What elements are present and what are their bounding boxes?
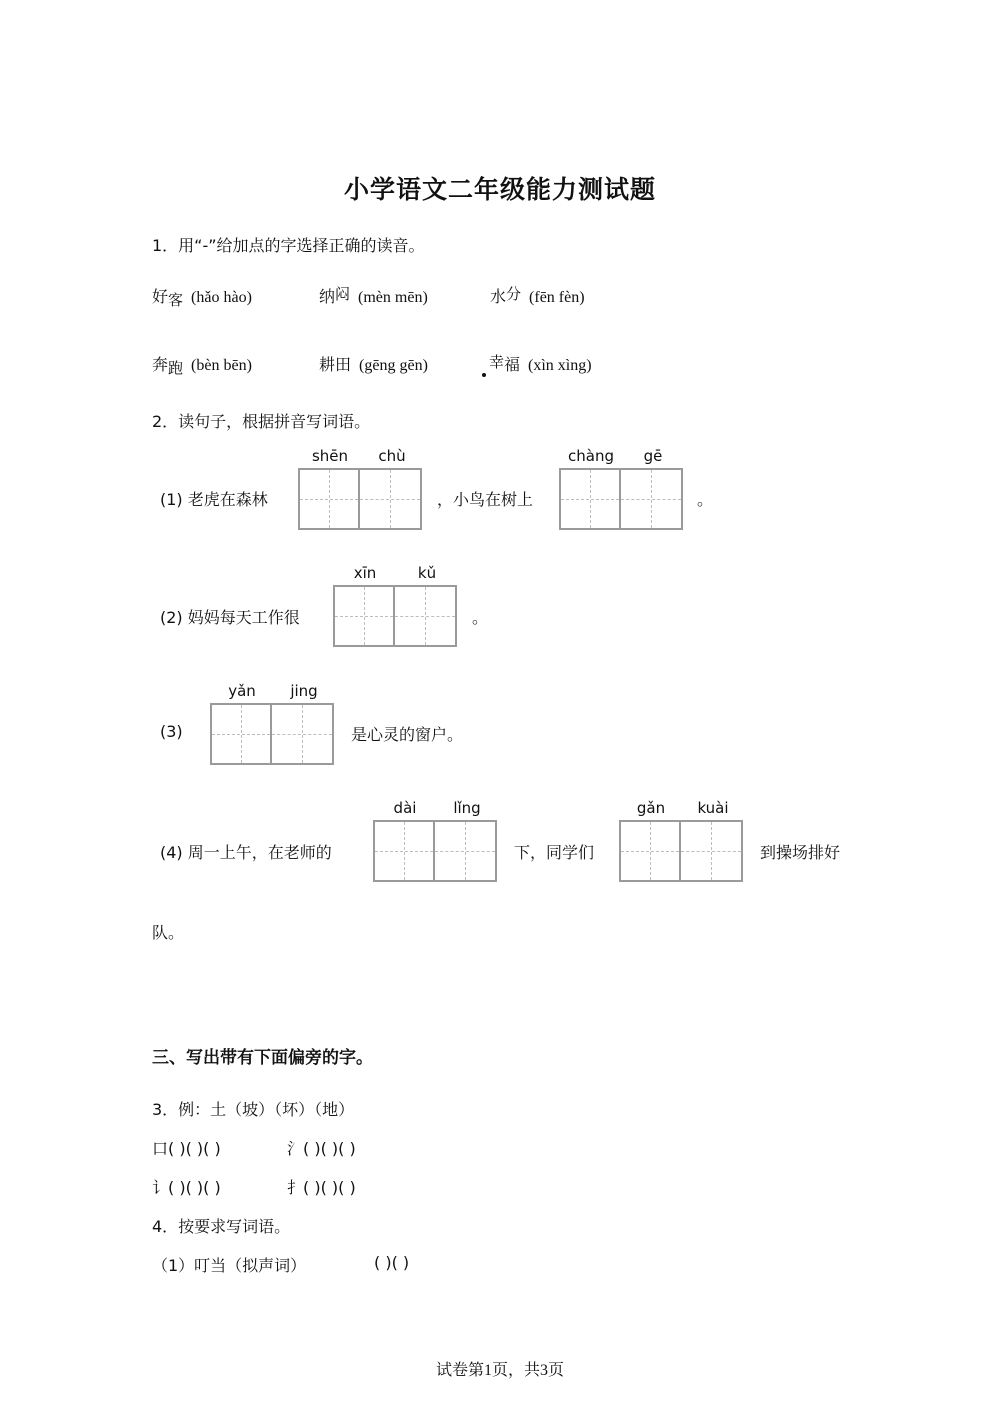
- pinyin-label: shēn: [311, 447, 349, 465]
- q2-s1-label: (1) 老虎在森林: [160, 490, 268, 509]
- q2-s3-after: 是心灵的窗户。: [351, 725, 464, 744]
- writing-cell[interactable]: [360, 470, 420, 528]
- q1-item-2: 纳闷 (mèn mēn): [319, 285, 428, 306]
- pinyin-label: gǎn: [636, 799, 666, 817]
- writing-grid[interactable]: [559, 468, 683, 530]
- pinyin-label: dài: [393, 799, 417, 817]
- q2-s2-label: (2) 妈妈每天工作很: [160, 608, 300, 627]
- writing-grid[interactable]: [210, 703, 334, 765]
- q1-item-6: 幸福 (xìn xìng): [489, 353, 592, 374]
- writing-cell[interactable]: [621, 470, 681, 528]
- q2-s2-end: 。: [472, 608, 489, 627]
- page-footer: 试卷第1页，共3页: [435, 1362, 564, 1379]
- section-heading: 三、写出带有下面偏旁的字。: [152, 1048, 373, 1068]
- pinyin-label: kuài: [697, 799, 729, 817]
- question-2-stem: 2．读句子，根据拼音写词语。: [152, 412, 371, 431]
- writing-cell[interactable]: [375, 822, 435, 880]
- q2-s4-mid: 下，同学们: [514, 843, 595, 862]
- writing-grid[interactable]: [373, 820, 497, 882]
- writing-cell[interactable]: [395, 587, 455, 645]
- q2-s4-after: 到操场排好: [760, 843, 841, 862]
- radical-row: 口( )( )( ): [152, 1139, 221, 1158]
- emphasis-dot: [482, 373, 486, 377]
- pinyin-label: gē: [643, 447, 663, 465]
- q1-item-4: 奔跑 (bèn bēn): [152, 355, 252, 377]
- pinyin-label: chù: [378, 447, 406, 465]
- writing-cell[interactable]: [300, 470, 360, 528]
- q4-item-1: （1）叮当（拟声词）: [152, 1256, 307, 1275]
- q2-s1-end: 。: [697, 490, 714, 509]
- page-title: 小学语文二年级能力测试题: [343, 175, 656, 204]
- writing-cell[interactable]: [561, 470, 621, 528]
- pinyin-label: yǎn: [228, 682, 256, 700]
- radical-row: 扌( )( )( ): [287, 1178, 356, 1197]
- writing-grid[interactable]: [619, 820, 743, 882]
- writing-cell[interactable]: [435, 822, 495, 880]
- writing-grid[interactable]: [333, 585, 457, 647]
- q1-item-1: 好客 (hǎo hào): [152, 287, 252, 309]
- pinyin-label: jing: [290, 682, 318, 700]
- question-4-stem: 4．按要求写词语。: [152, 1217, 291, 1236]
- q1-item-5: 耕田 (gēng gēn): [319, 355, 428, 374]
- pinyin-label: lǐng: [453, 799, 481, 817]
- q2-s1-mid: ，小鸟在树上: [437, 490, 534, 509]
- q2-s4-tail: 队。: [152, 923, 185, 942]
- pinyin-label: chàng: [568, 447, 614, 465]
- radical-row: 氵( )( )( ): [287, 1139, 356, 1158]
- pinyin-label: kǔ: [417, 564, 437, 582]
- radical-row: 讠( )( )( ): [152, 1178, 221, 1197]
- pinyin-label: xīn: [353, 564, 377, 582]
- writing-cell[interactable]: [212, 705, 272, 763]
- writing-cell[interactable]: [621, 822, 681, 880]
- q4-item-1-blank: ( )( ): [374, 1253, 410, 1272]
- question-3-stem: 3．例：土（坡）（坏）（地）: [152, 1100, 355, 1119]
- writing-grid[interactable]: [298, 468, 422, 530]
- q1-item-3: 水分 (fēn fèn): [490, 285, 585, 306]
- writing-cell[interactable]: [681, 822, 741, 880]
- writing-cell[interactable]: [335, 587, 395, 645]
- q2-s3-label: (3): [160, 722, 183, 741]
- q2-s4-label: (4) 周一上午，在老师的: [160, 843, 332, 862]
- writing-cell[interactable]: [272, 705, 332, 763]
- question-1-stem: 1．用“-”给加点的字选择正确的读音。: [152, 236, 425, 255]
